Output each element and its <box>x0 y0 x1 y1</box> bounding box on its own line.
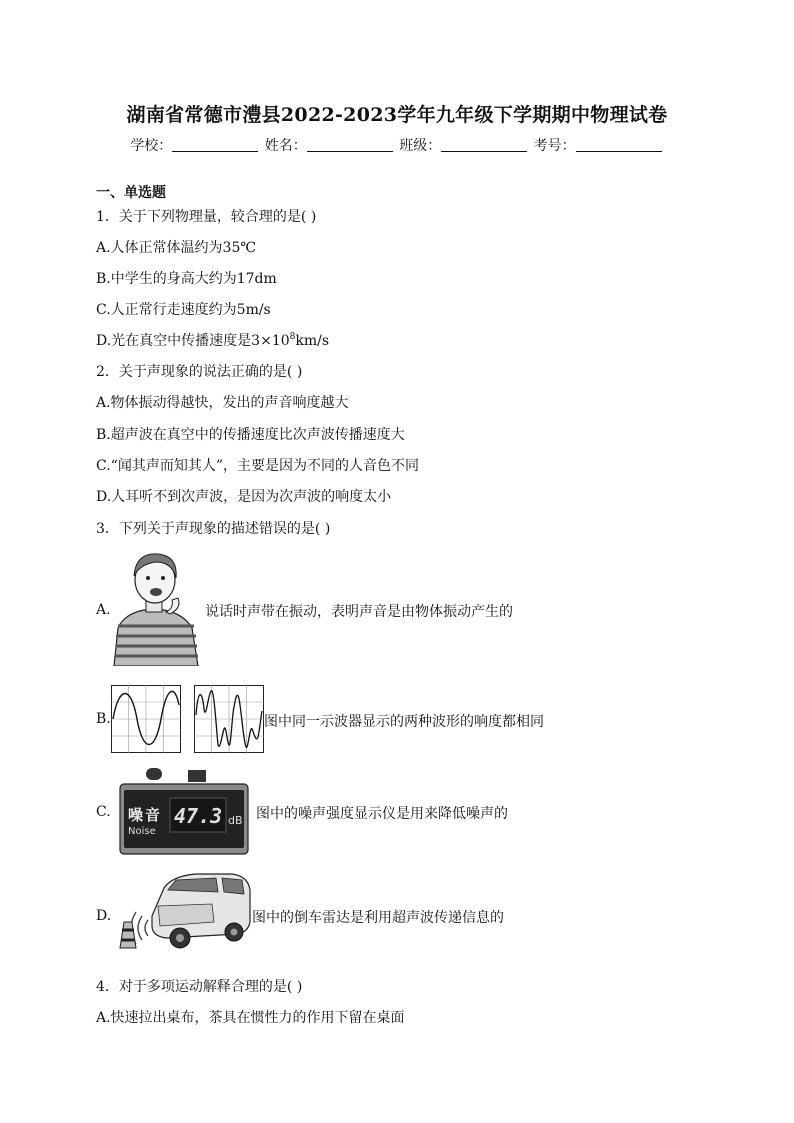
waveform-complex-image <box>194 685 264 753</box>
speaking-boy-image <box>108 548 200 666</box>
noise-meter-image <box>118 766 250 856</box>
q2-option-c: C.“闻其声而知其人”，主要是因为不同的人音色不同 <box>96 458 419 474</box>
q4-option-a: A.快速拉出桌布，茶具在惯性力的作用下留在桌面 <box>96 1010 405 1026</box>
student-info-row <box>0 135 794 155</box>
q3-option-b-text: 图中同一示波器显示的两种波形的响度都相同 <box>264 714 544 730</box>
q1-option-a: A.人体正常体温约为35℃ <box>96 240 257 256</box>
q3-option-a-label: A. <box>96 602 111 618</box>
class-label: 班级： <box>399 138 442 154</box>
id-blank[interactable] <box>576 137 662 152</box>
q1-option-c: C.人正常行走速度约为5m/s <box>96 302 271 318</box>
q3-option-d-text: 图中的倒车雷达是利用超声波传递信息的 <box>252 910 504 926</box>
q2-option-a: A.物体振动得越快，发出的声音响度越大 <box>96 395 349 411</box>
name-blank[interactable] <box>307 137 393 152</box>
q3-option-c-text: 图中的噪声强度显示仪是用来降低噪声的 <box>256 806 508 822</box>
waveform-sine-image <box>111 685 181 753</box>
q1-option-d-exponent: 8 <box>289 332 296 342</box>
q3-option-d-label: D. <box>96 908 112 924</box>
noise-reading: 47.3 <box>174 804 223 828</box>
q2-option-d: D.人耳听不到次声波，是因为次声波的响度太小 <box>96 489 392 505</box>
noise-label-cn: 噪音 <box>128 806 163 824</box>
q2-option-b: B.超声波在真空中的传播速度比次声波传播速度大 <box>96 427 405 443</box>
q4-stem: 4．对于多项运动解释合理的是( ) <box>96 979 303 995</box>
school-blank[interactable] <box>172 137 258 152</box>
name-label: 姓名： <box>264 138 307 154</box>
q3-option-c-label: C. <box>96 804 111 820</box>
q2-stem: 2．关于声现象的说法正确的是( ) <box>96 364 303 380</box>
page-title: 湖南省常德市澧县2022-2023学年九年级下学期期中物理试卷 <box>126 104 668 126</box>
q1-option-d-main: D.光在真空中传播速度是3×10 <box>96 333 290 349</box>
school-label: 学校： <box>130 138 173 154</box>
id-label: 考号： <box>533 138 576 154</box>
q1-option-d <box>96 330 329 350</box>
noise-label-en: Noise <box>128 826 156 837</box>
q3-stem: 3．下列关于声现象的描述错误的是( ) <box>96 521 331 537</box>
class-blank[interactable] <box>441 137 527 152</box>
q3-option-a-text: 说话时声带在振动，表明声音是由物体振动产生的 <box>205 604 513 620</box>
reversing-car-image <box>112 870 252 952</box>
q1-option-d-unit: km/s <box>295 333 330 349</box>
q1-option-b: B.中学生的身高大约为17dm <box>96 271 277 287</box>
q1-stem: 1．关于下列物理量，较合理的是( ) <box>96 209 317 225</box>
q3-option-b-label: B. <box>96 711 111 727</box>
section-heading: 一、单选题 <box>96 185 166 201</box>
noise-unit: dB <box>228 814 243 827</box>
